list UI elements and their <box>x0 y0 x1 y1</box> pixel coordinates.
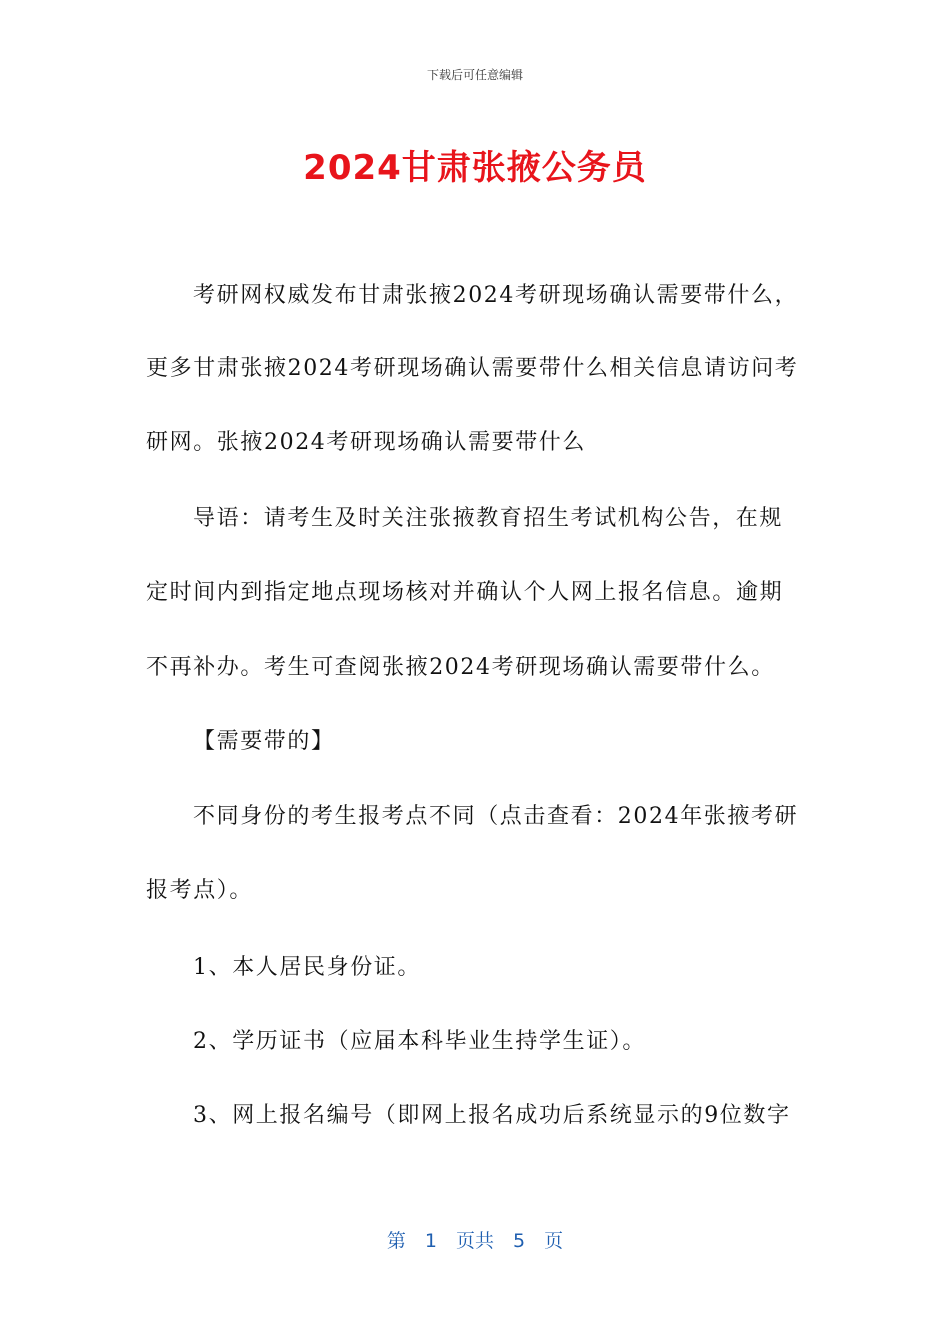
paragraph-line: 导语：请考生及时关注张掖教育招生考试机构公告，在规 <box>193 506 784 531</box>
page-number-footer: 第 1 页共 5 页 <box>386 1230 564 1252</box>
list-item: 1、本人居民身份证。 <box>193 955 421 980</box>
list-item: 3、网上报名编号（即网上报名成功后系统显示的9位数字 <box>193 1103 791 1128</box>
section-heading: 【需要带的】 <box>193 729 335 754</box>
paragraph-line: 研网。张掖2024考研现场确认需要带什么 <box>146 430 586 455</box>
paragraph-line: 不同身份的考生报考点不同（点击查看：2024年张掖考研 <box>193 804 799 829</box>
paragraph-line: 更多甘肃张掖2024考研现场确认需要带什么相关信息请访问考 <box>146 356 799 381</box>
paragraph-line: 报考点）。 <box>146 878 254 903</box>
paragraph-line: 定时间内到指定地点现场核对并确认个人网上报名信息。逾期 <box>146 580 784 605</box>
paragraph-line: 不再补办。考生可查阅张掖2024考研现场确认需要带什么。 <box>146 655 775 680</box>
paragraph-line: 考研网权威发布甘肃张掖2024考研现场确认需要带什么， <box>193 283 799 308</box>
header-note: 下载后可任意编辑 <box>426 68 523 82</box>
list-item: 2、学历证书（应届本科毕业生持学生证）。 <box>193 1029 646 1054</box>
document-title: 2024甘肃张掖公务员 <box>303 148 647 188</box>
